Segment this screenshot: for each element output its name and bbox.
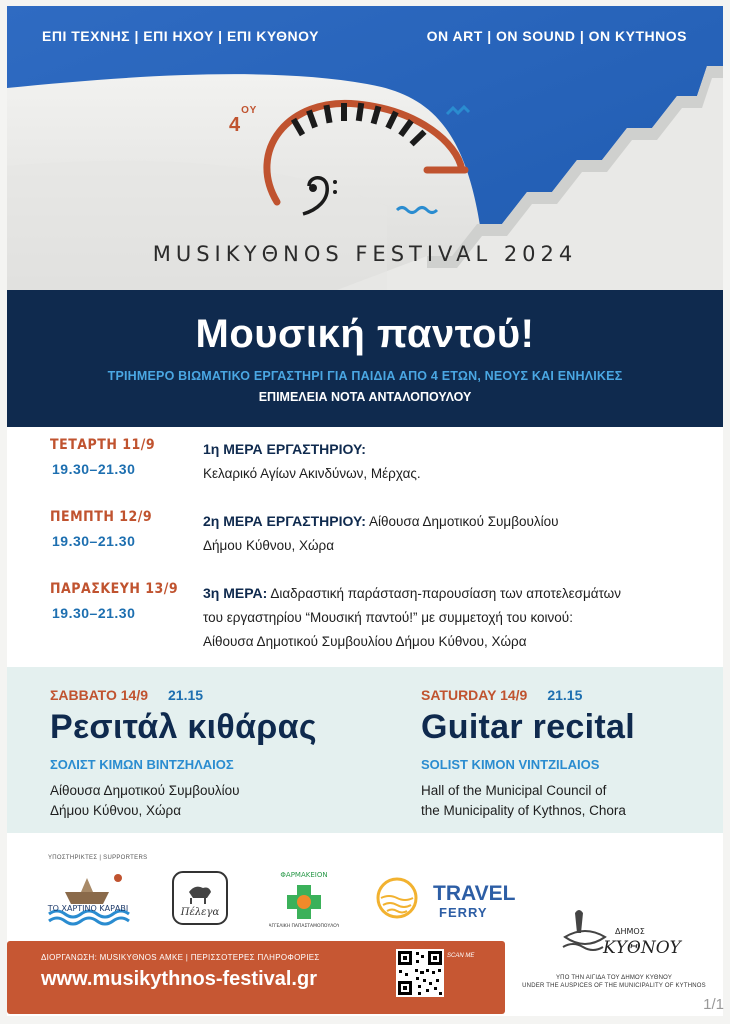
recital-date xyxy=(421,687,582,703)
festival-title: MUSIKYΘΝΟS FESTIVAL 2024 xyxy=(152,242,578,266)
recital-soloist: ΣΟΛΙΣΤ ΚΙΜΩΝ ΒΙΝΤΖΗΛΑΙΟΣ xyxy=(50,757,234,772)
paper-boat-icon xyxy=(45,870,131,926)
tagline-greek: ΕΠΙ ΤΕΧΝΗΣ | ΕΠΙ ΗΧΟΥ | ΕΠΙ ΚΥΘΝΟΥ xyxy=(42,28,319,44)
schedule-time: 19.30–21.30 xyxy=(52,533,136,549)
workshop-banner xyxy=(7,290,723,427)
pharmacy-cross-icon xyxy=(269,867,339,929)
recital-day: SATURDAY 14/9 xyxy=(421,687,528,703)
schedule-line2: Δήμου Κύθνου, Χώρα xyxy=(203,538,335,553)
qr-code-pattern xyxy=(396,949,444,997)
municipality-emblem-icon xyxy=(505,903,723,973)
supporter-name: Πέλεγα xyxy=(180,907,220,918)
municipality-name: ΚΥΘΝΟΥ xyxy=(603,938,681,958)
supporter-logo-pelegra xyxy=(171,870,229,926)
schedule-details xyxy=(203,509,703,558)
schedule-heading: 2η ΜΕΡΑ ΕΡΓΑΣΤΗΡΙΟΥ: xyxy=(203,513,366,529)
recital-time: 21.15 xyxy=(547,687,583,703)
recital-venue xyxy=(421,781,721,821)
supporter-logo-paper-boat xyxy=(45,870,131,926)
recital-venue-line1: Hall of the Municipal Council of xyxy=(421,783,607,798)
qr-code-icon[interactable] xyxy=(396,949,444,997)
supporter-sub: FERRY xyxy=(439,905,488,920)
supporters-label: ΥΠΟΣΤΗΡΙΚΤΕΣ | SUPPORTERS xyxy=(48,855,148,861)
municipality-caption-greek: ΥΠΟ ΤΗΝ ΑΙΓΙΔΑ ΤΟΥ ΔΗΜΟΥ ΚΥΘΝΟΥ xyxy=(555,975,673,981)
tagline-english: ON ART | ON SOUND | ON KYTHNOS xyxy=(426,28,687,44)
recital-venue-line2: Δήμου Κύθνου, Χώρα xyxy=(50,803,182,818)
recital-date xyxy=(50,687,203,703)
supporter-sub: ΑΓΓΕΛΙΚΗ ΠΑΠΑΣΤΑΜΟΠΟΥΛΟΥ xyxy=(269,924,339,929)
schedule-time: 19.30–21.30 xyxy=(52,461,136,477)
page-indicator: 1/1 xyxy=(703,996,724,1013)
recital-venue-line2: the Municipality of Kythnos, Chora xyxy=(421,803,626,818)
scan-me-label: SCAN ME xyxy=(447,953,475,959)
recital-time: 21.15 xyxy=(168,687,204,703)
banner-curator: ΕΠΙΜΕΛΕΙΑ ΝΟΤΑ ΑΝΤΑΛΟΠΟΥΛΟΥ xyxy=(258,390,472,404)
recital-venue xyxy=(50,781,350,821)
recital-title: Ρεσιτάλ κιθάρας xyxy=(50,708,317,746)
municipality-small: ΔΗΜΟΣ xyxy=(615,927,645,936)
recital-venue-line1: Αίθουσα Δημοτικού Συμβουλίου xyxy=(50,783,240,798)
banner-title: Μουσική παντού! xyxy=(195,312,535,356)
recital-title: Guitar recital xyxy=(421,708,635,746)
schedule-time: 19.30–21.30 xyxy=(52,605,136,621)
schedule-day: ΠΕΜΠΤΗ 12/9 xyxy=(50,509,153,525)
recital-day: ΣΑΒΒΑΤΟ 14/9 xyxy=(50,687,149,703)
schedule-day: ΤΕΤΑΡΤΗ 11/9 xyxy=(50,437,156,453)
schedule-line1: Αίθουσα Δημοτικού Συμβουλίου xyxy=(365,514,559,529)
banner-subtitle: ΤΡΙΗΜΕΡΟ ΒΙΩΜΑΤΙΚΟ ΕΡΓΑΣΤΗΡΙ ΓΙΑ ΠΑΙΔΙΑ ΑΠΟ 4 ΕΤΩΝ, ΝΕΟΥΣ ΚΑΙ ΕΝΗΛΙΚΕΣ xyxy=(107,369,623,383)
recital-soloist: SOLIST KIMON VINTZILAIOS xyxy=(421,757,600,772)
supporter-logo-pharmacy xyxy=(269,867,339,929)
edition-number: 4 xyxy=(229,114,241,136)
pelegra-goat-icon xyxy=(171,870,229,926)
schedule-line1: Διαδραστική παράσταση-παρουσίαση των αποτελεσμάτων xyxy=(267,586,621,601)
supporter-name: ΦΑΡΜΑΚΕΙΟΝ xyxy=(280,871,328,879)
municipality-emblem xyxy=(505,903,723,989)
schedule-day: ΠΑΡΑΣΚΕΥΗ 13/9 xyxy=(50,581,179,597)
municipality-caption-english: UNDER THE AUSPICES OF THE MUNICIPALITY OF KYTHNOS xyxy=(522,983,706,989)
schedule-heading: 3η ΜΕΡΑ: xyxy=(203,585,268,601)
website-link[interactable]: www.musikythnos-festival.gr xyxy=(41,968,317,990)
schedule-line2: Κελαρικό Αγίων Ακινδύνων, Μέρχας. xyxy=(203,466,421,481)
hero-section xyxy=(7,6,723,290)
supporter-name: ΤΟ ΧΑΡΤΙΝΟ ΚΑΡΑΒΙ xyxy=(47,904,129,913)
recital-section xyxy=(7,667,723,833)
schedule-details xyxy=(203,581,703,654)
festival-poster xyxy=(7,6,723,1016)
schedule-details xyxy=(203,437,703,486)
festival-logo-icon xyxy=(247,92,477,232)
schedule-line3: Αίθουσα Δημοτικού Συμβουλίου Δήμου Κύθνου, Χώρα xyxy=(203,634,527,649)
organizer-text: ΔΙΟΡΓΑΝΩΣΗ: MUSIKYΘΝΟS ΑΜΚΕ | ΠΕΡΙΣΣΟΤΕΡΕΣ ΠΛΗΡΟΦΟΡΙΕΣ xyxy=(41,953,320,962)
edition-suffix: ΟΥ xyxy=(241,105,258,117)
organizer-footer xyxy=(7,941,505,1014)
schedule-heading: 1η ΜΕΡΑ ΕΡΓΑΣΤΗΡΙΟΥ: xyxy=(203,441,366,457)
schedule-line2: του εργαστηρίου “Μουσική παντού!” με συμμετοχή του κοινού: xyxy=(203,610,573,625)
supporter-name: TRAVEL xyxy=(433,882,516,905)
